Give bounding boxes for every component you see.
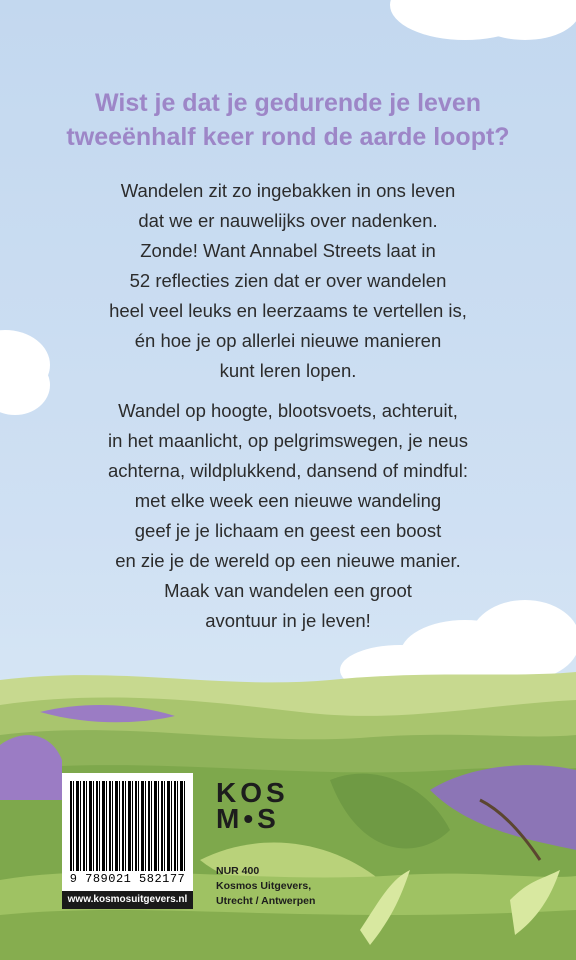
blurb-line: Wandel op hoogte, blootsvoets, achteruit,: [118, 400, 458, 421]
blurb-paragraph-2: [70, 396, 506, 636]
barcode: [62, 773, 193, 891]
publisher-url: www.kosmosuitgevers.nl: [62, 891, 193, 909]
logo-line-1: KOS: [216, 777, 289, 808]
isbn-number: 9 789021 582177: [69, 872, 186, 886]
blurb-line: heel veel leuks en leerzaams te vertellen is,: [109, 300, 467, 321]
blurb-line: Wandelen zit zo ingebakken in ons leven: [120, 180, 456, 201]
blurb-line: Zonde! Want Annabel Streets laat in: [140, 240, 436, 261]
headline-line: tweeënhalf keer rond de aarde loopt?: [66, 123, 510, 151]
blurb-line: dat we er nauwelijks over nadenken.: [138, 210, 438, 231]
blurb-line: én hoe je op allerlei nieuwe manieren: [134, 330, 442, 351]
blurb-line: geef je je lichaam en geest een boost: [134, 520, 442, 541]
blurb-line: 52 reflecties zien dat er over wandelen: [129, 270, 447, 291]
kosmos-logo: [216, 777, 296, 836]
imprint-line: Utrecht / Antwerpen: [216, 895, 316, 907]
blurb-line: achterna, wildplukkend, dansend of mindful:: [108, 460, 468, 481]
headline-line: Wist je dat je gedurende je leven: [95, 89, 481, 117]
publisher-imprint: [216, 864, 356, 909]
headline: [40, 86, 536, 154]
imprint-line: Kosmos Uitgevers,: [216, 880, 312, 892]
blurb-line: Maak van wandelen een groot: [164, 580, 412, 601]
blurb-line: kunt leren lopen.: [219, 360, 357, 381]
blurb-paragraph-1: [70, 176, 506, 386]
imprint-line: NUR 400: [216, 865, 260, 877]
blurb-line: avontuur in je leven!: [205, 610, 371, 631]
blurb-line: en zie je de wereld op een nieuwe manier.: [115, 550, 461, 571]
blurb-line: in het maanlicht, op pelgrimswegen, je neus: [108, 430, 468, 451]
logo-line-2: M•S: [216, 803, 280, 834]
barcode-bars: [70, 781, 185, 871]
blurb-line: met elke week een nieuwe wandeling: [134, 490, 442, 511]
